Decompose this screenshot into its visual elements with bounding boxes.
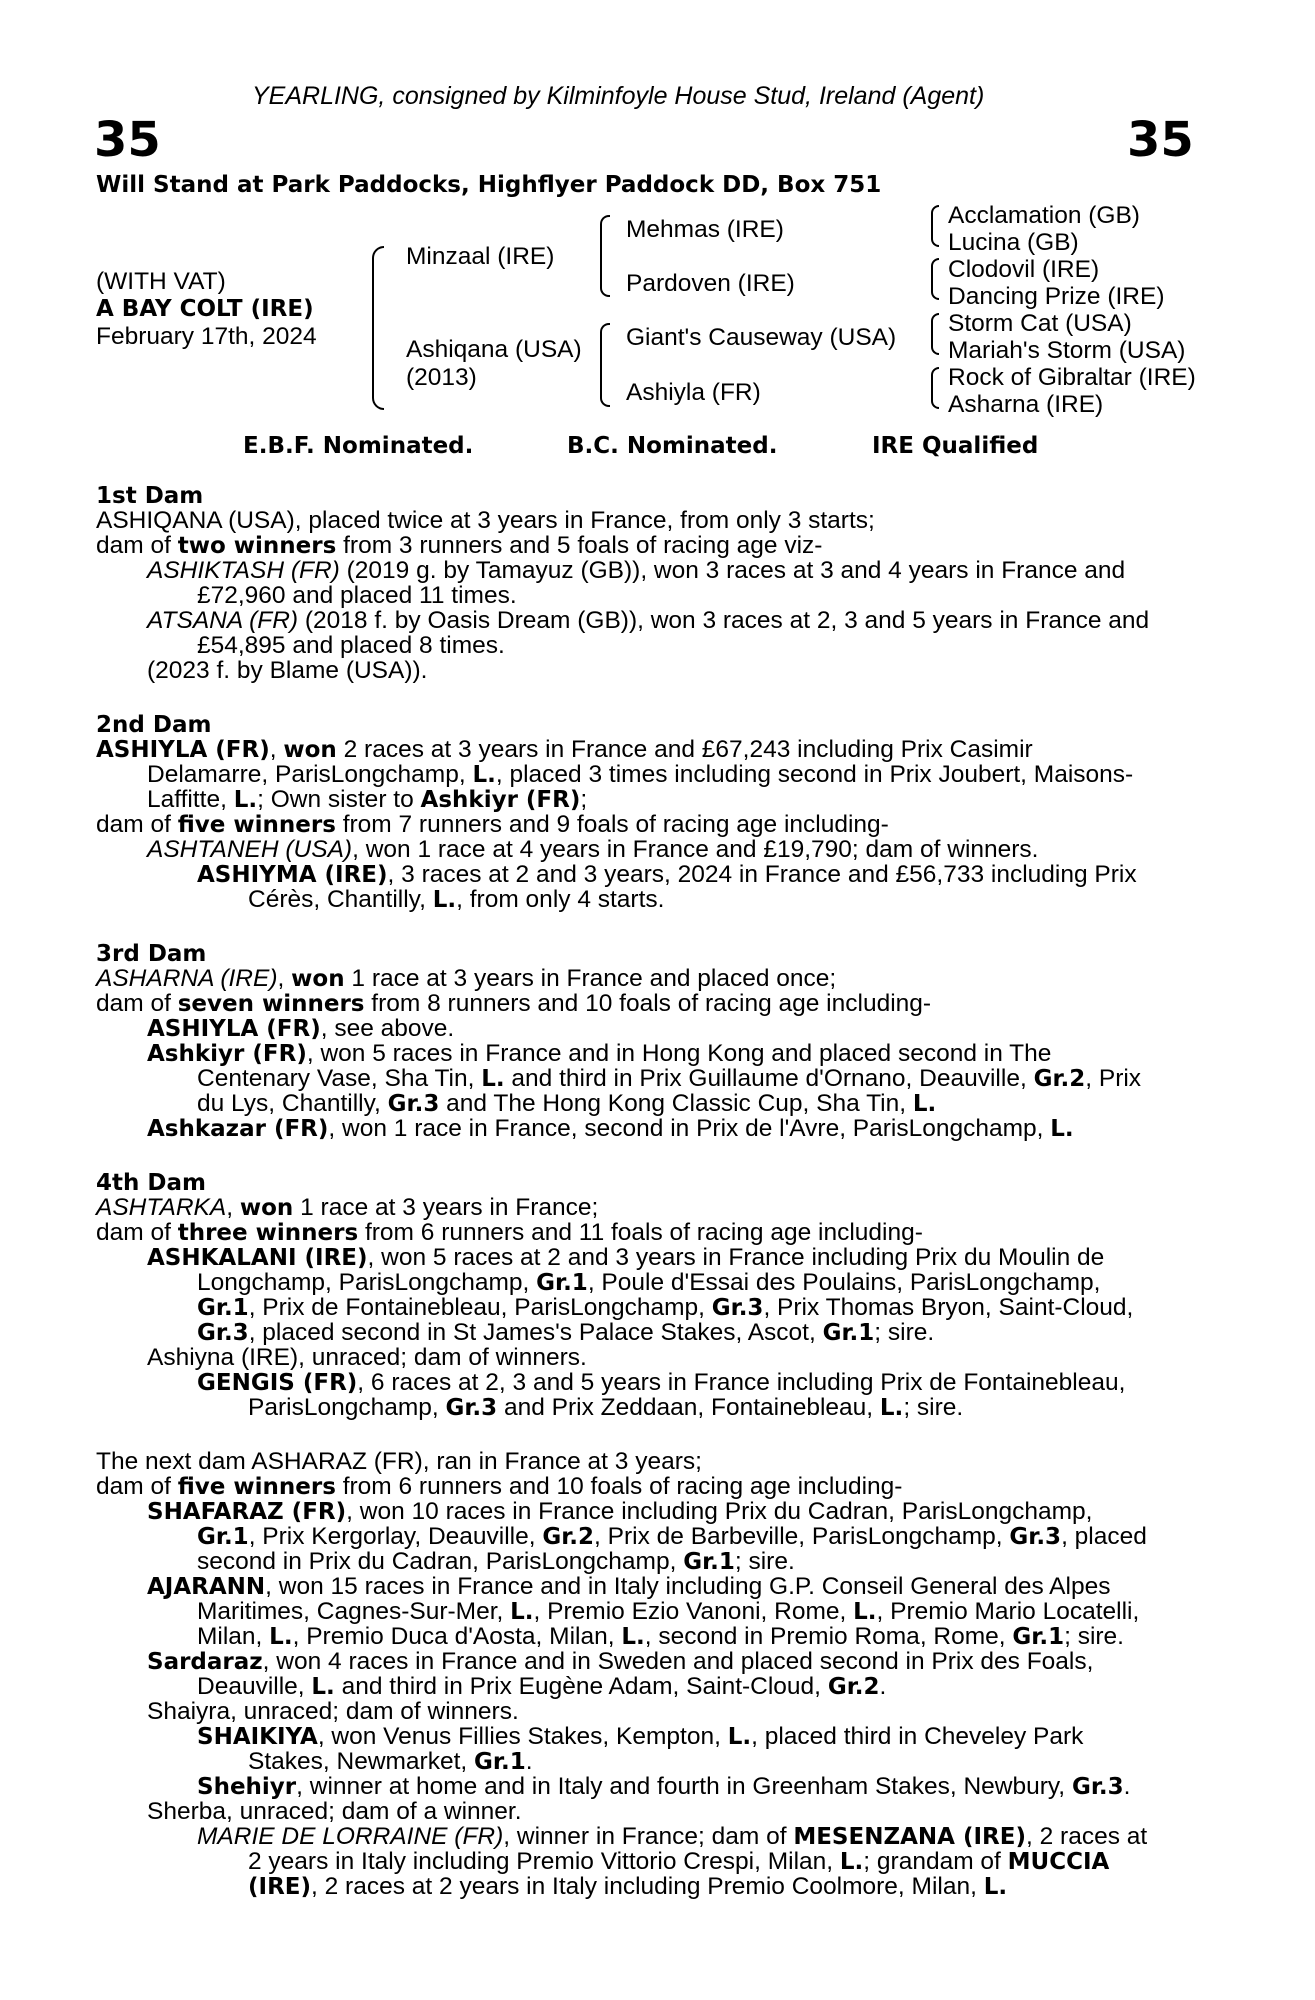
first-dam-line-5: ATSANA (FR) (2018 f. by Oasis Dream (GB)), won 3 races at 2, 3 and 5 years in France and — [147, 607, 1150, 634]
next-dam-line-18: (IRE), 2 races at 2 years in Italy including Premio Coolmore, Milan, L. — [248, 1873, 1008, 1900]
fourth-dam-line-2: dam of three winners from 6 runners and 11 foals of racing age including- — [96, 1219, 923, 1246]
third-dam-line-5: Centenary Vase, Sha Tin, L. and third in Prix Guillaume d'Ornano, Deauville, Gr.2, Prix — [197, 1065, 1142, 1092]
pedigree-brace-4c — [931, 313, 939, 355]
first-dam-line-4: £72,960 and placed 11 times. — [197, 582, 517, 609]
third-dam-line-4: Ashkiyr (FR), won 5 races in France and in Hong Kong and placed second in The — [147, 1040, 1052, 1067]
third-dam-heading: 3rd Dam — [96, 941, 207, 967]
next-dam-line-5: second in Prix du Cadran, ParisLongchamp, Gr.1; sire. — [197, 1548, 795, 1575]
next-dam-line-6: AJARANN, won 15 races in France and in Italy including G.P. Conseil General des Alpes — [147, 1573, 1111, 1600]
fourth-dam-line-8: GENGIS (FR), 6 races at 2, 3 and 5 years in France including Prix de Fontainebleau, — [197, 1369, 1126, 1396]
ire-qualified: IRE Qualified — [872, 433, 1039, 459]
next-dam-line-14: Shehiyr, winner at home and in Italy and fourth in Greenham Stakes, Newbury, Gr.3. — [197, 1773, 1131, 1800]
second-dam-heading: 2nd Dam — [96, 712, 212, 738]
first-dam-heading: 1st Dam — [96, 483, 204, 509]
third-dam-line-2: dam of seven winners from 8 runners and 10 foals of racing age including- — [96, 990, 932, 1017]
second-dam-line-6: ASHIYMA (IRE), 3 races at 2 and 3 years, 2024 in France and £56,733 including Prix — [197, 861, 1137, 888]
horse-name: A BAY COLT (IRE) — [96, 296, 314, 322]
fourth-dam-line-7: Ashiyna (IRE), unraced; dam of winners. — [147, 1344, 587, 1371]
third-dam-line-1: ASHARNA (IRE), won 1 race at 3 years in France and placed once; — [96, 965, 837, 992]
lot-number-right: 35 — [1127, 112, 1194, 168]
dam-dam-dam: Asharna (IRE) — [948, 391, 1104, 418]
next-dam-line-1: The next dam ASHARAZ (FR), ran in France at 3 years; — [96, 1448, 702, 1475]
fourth-dam-line-3: ASHKALANI (IRE), won 5 races at 2 and 3 years in France including Prix du Moulin de — [147, 1244, 1105, 1271]
second-dam-line-2: Delamarre, ParisLongchamp, L., placed 3 times including second in Prix Joubert, Maisons- — [147, 761, 1134, 788]
first-dam-line-7: (2023 f. by Blame (USA)). — [147, 657, 428, 684]
next-dam-line-15: Sherba, unraced; dam of a winner. — [147, 1798, 522, 1825]
next-dam-line-3: SHAFARAZ (FR), won 10 races in France including Prix du Cadran, ParisLongchamp, — [147, 1498, 1093, 1525]
sire-dam: Pardoven (IRE) — [626, 270, 795, 297]
next-dam-line-7: Maritimes, Cagnes-Sur-Mer, L., Premio Ezio Vanoni, Rome, L., Premio Mario Locatelli, — [197, 1598, 1140, 1625]
second-dam-line-1: ASHIYLA (FR), won 2 races at 3 years in France and £67,243 including Prix Casimir — [96, 736, 1033, 763]
sire-name: Minzaal (IRE) — [406, 243, 555, 270]
pedigree-brace-4b — [931, 258, 939, 300]
second-dam-line-5: ASHTANEH (USA), won 1 race at 4 years in France and £19,790; dam of winners. — [147, 836, 1039, 863]
next-dam-line-17: 2 years in Italy including Premio Vittorio Crespi, Milan, L.; grandam of MUCCIA — [248, 1848, 1110, 1875]
next-dam-line-8: Milan, L., Premio Duca d'Aosta, Milan, L., second in Premio Roma, Rome, Gr.1; sire. — [197, 1623, 1124, 1650]
lot-number-left: 35 — [94, 112, 161, 168]
third-dam-line-6: du Lys, Chantilly, Gr.3 and The Hong Kong Classic Cup, Sha Tin, L. — [197, 1090, 937, 1117]
next-dam-line-13: Stakes, Newmarket, Gr.1. — [248, 1748, 533, 1775]
fourth-dam-heading: 4th Dam — [96, 1170, 206, 1196]
next-dam-line-10: Deauville, L. and third in Prix Eugène Adam, Saint-Cloud, Gr.2. — [197, 1673, 887, 1700]
pedigree-brace-main — [372, 246, 384, 410]
third-dam-line-7: Ashkazar (FR), won 1 race in France, second in Prix de l'Avre, ParisLongchamp, L. — [147, 1115, 1074, 1142]
dam-year: (2013) — [406, 364, 477, 391]
pedigree-brace-dam — [600, 323, 610, 407]
next-dam-line-16: MARIE DE LORRAINE (FR), winner in France; dam of MESENZANA (IRE), 2 races at — [197, 1823, 1148, 1850]
sire-sire-sire: Acclamation (GB) — [948, 202, 1140, 229]
sire-sire: Mehmas (IRE) — [626, 216, 784, 243]
sire-dam-sire: Clodovil (IRE) — [948, 256, 1100, 283]
bc-nomination: B.C. Nominated. — [567, 433, 778, 459]
second-dam-line-3: Laffitte, L.; Own sister to Ashkiyr (FR); — [147, 786, 588, 813]
stand-location: Will Stand at Park Paddocks, Highflyer Paddock DD, Box 751 — [96, 172, 882, 198]
next-dam-line-4: Gr.1, Prix Kergorlay, Deauville, Gr.2, Prix de Barbeville, ParisLongchamp, Gr.3, placed — [197, 1523, 1147, 1550]
dam-dam: Ashiyla (FR) — [626, 379, 761, 406]
first-dam-line-1: ASHIQANA (USA), placed twice at 3 years in France, from only 3 starts; — [96, 507, 875, 534]
second-dam-line-4: dam of five winners from 7 runners and 9 foals of racing age including- — [96, 811, 889, 838]
fourth-dam-line-6: Gr.3, placed second in St James's Palace Stakes, Ascot, Gr.1; sire. — [197, 1319, 935, 1346]
next-dam-line-12: SHAIKIYA, won Venus Fillies Stakes, Kempton, L., placed third in Cheveley Park — [197, 1723, 1084, 1750]
sire-sire-dam: Lucina (GB) — [948, 229, 1079, 256]
dam-dam-sire: Rock of Gibraltar (IRE) — [948, 364, 1196, 391]
dam-sire-dam: Mariah's Storm (USA) — [948, 337, 1186, 364]
pedigree-brace-4a — [931, 205, 939, 247]
fourth-dam-line-9: ParisLongchamp, Gr.3 and Prix Zeddaan, Fontainebleau, L.; sire. — [248, 1394, 964, 1421]
second-dam-line-7: Cérès, Chantilly, L., from only 4 starts. — [248, 886, 665, 913]
vat-note: (WITH VAT) — [96, 268, 226, 295]
dam-sire-sire: Storm Cat (USA) — [948, 310, 1132, 337]
dam-name: Ashiqana (USA) — [406, 336, 582, 363]
first-dam-line-2: dam of two winners from 3 runners and 5 foals of racing age viz- — [96, 532, 823, 559]
pedigree-brace-sire — [600, 215, 610, 297]
first-dam-line-3: ASHIKTASH (FR) (2019 g. by Tamayuz (GB)), won 3 races at 3 and 4 years in France and — [147, 557, 1126, 584]
sire-dam-dam: Dancing Prize (IRE) — [948, 283, 1165, 310]
fourth-dam-line-4: Longchamp, ParisLongchamp, Gr.1, Poule d'Essai des Poulains, ParisLongchamp, — [197, 1269, 1101, 1296]
ebf-nomination: E.B.F. Nominated. — [243, 433, 474, 459]
fourth-dam-line-5: Gr.1, Prix de Fontainebleau, ParisLongchamp, Gr.3, Prix Thomas Bryon, Saint-Cloud, — [197, 1294, 1134, 1321]
pedigree-brace-4d — [931, 367, 939, 409]
third-dam-line-3: ASHIYLA (FR), see above. — [147, 1015, 455, 1042]
consignor-line: YEARLING, consigned by Kilminfoyle House Stud, Ireland (Agent) — [252, 82, 985, 110]
next-dam-line-11: Shaiyra, unraced; dam of winners. — [147, 1698, 519, 1725]
fourth-dam-line-1: ASHTARKA, won 1 race at 3 years in France; — [96, 1194, 599, 1221]
next-dam-line-2: dam of five winners from 6 runners and 10 foals of racing age including- — [96, 1473, 903, 1500]
next-dam-line-9: Sardaraz, won 4 races in France and in Sweden and placed second in Prix des Foals, — [147, 1648, 1094, 1675]
dam-sire: Giant's Causeway (USA) — [626, 324, 897, 351]
foaling-date: February 17th, 2024 — [96, 323, 317, 350]
first-dam-line-6: £54,895 and placed 8 times. — [197, 632, 505, 659]
